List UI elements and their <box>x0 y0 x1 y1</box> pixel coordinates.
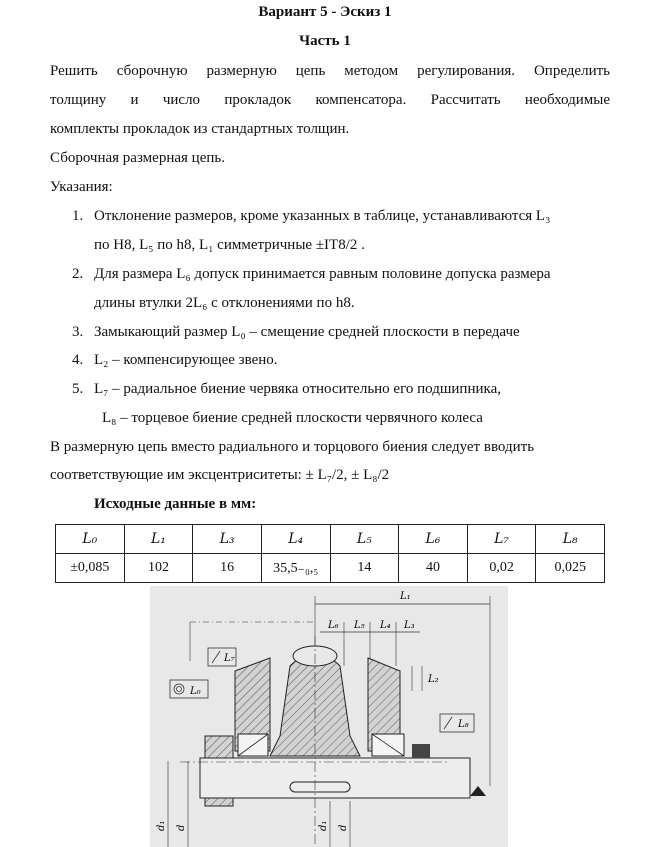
table-header-cell: L₆ <box>399 525 468 554</box>
table-header-cell: L₅ <box>330 525 399 554</box>
drawing-label-l1: L₁ <box>400 591 411 602</box>
table-row <box>56 554 605 583</box>
instruction-5-line-1: L₇ – радиальное биение червяка относительно его подшипника, <box>94 381 501 397</box>
table-header-cell: L₈ <box>536 525 605 554</box>
drawing-label-l7: L₇ <box>224 653 235 664</box>
drawing-label-l4: L₄ <box>380 620 391 631</box>
instruction-2-line-2: длины втулки 2L₆ с отклонениями по h8. <box>94 295 355 311</box>
drawing-label-d: d <box>338 824 349 831</box>
eccentric-line-2: соответствующие им эксцентриситеты: ± L₇/2, ± L₈/2 <box>50 467 390 483</box>
assembly-drawing <box>150 586 508 847</box>
table-header-cell: L₀ <box>56 525 125 554</box>
source-data-table <box>55 524 605 583</box>
drawing-label-d: d <box>176 824 187 831</box>
table-cell: 0,025 <box>536 554 605 583</box>
table-cell: 14 <box>330 554 399 583</box>
eccentric-line-1: В размерную цепь вместо радиального и торцового биения следует вводить <box>50 439 535 455</box>
table-cell: 35,5₋₀,₅ <box>261 554 330 583</box>
drawing-label-d1: d₁ <box>156 820 167 831</box>
task-line-3: комплекты прокладок из стандартных толщин. <box>50 121 350 137</box>
table-cell: 0,02 <box>467 554 536 583</box>
table-header-row <box>56 525 605 554</box>
instruction-number: 1. <box>72 208 84 224</box>
document-title: Вариант 5 - Эскиз 1 <box>258 4 392 20</box>
table-header-cell: L₄ <box>261 525 330 554</box>
instruction-4-line-1: L₂ – компенсирующее звено. <box>94 352 278 368</box>
drawing-label-l2: L₂ <box>428 674 439 685</box>
instruction-1-line-2: по H8, L₅ по h8, L₁ симметричные ±IT8/2 . <box>94 237 365 253</box>
instruction-number: 5. <box>72 381 84 397</box>
instruction-2-line-1: Для размера L₆ допуск принимается равным половине допуска размера <box>94 266 551 282</box>
drawing-label-l6: L₆ <box>328 620 339 631</box>
table-cell: ±0,085 <box>56 554 125 583</box>
instruction-1-line-1: Отклонение размеров, кроме указанных в таблице, устанавливаются L₃ <box>94 208 551 224</box>
instruction-3-line-1: Замыкающий размер L₀ – смещение средней плоскости в передаче <box>94 324 520 340</box>
table-header-cell: L₇ <box>467 525 536 554</box>
instruction-number: 2. <box>72 266 84 282</box>
drawing-label-l8: L₈ <box>458 719 469 730</box>
instruction-number: 4. <box>72 352 84 368</box>
instruction-number: 3. <box>72 324 84 340</box>
task-line-2: толщину и число прокладок компенсатора. Рассчитать необходимые <box>50 92 610 108</box>
document-subtitle: Часть 1 <box>299 33 351 49</box>
instructions-label: Указания: <box>50 179 113 195</box>
instruction-5-line-2: L₈ – торцевое биение средней плоскости червячного колеса <box>102 410 483 426</box>
drawing-label-d1: d₁ <box>318 820 329 831</box>
task-line-1: Решить сборочную размерную цепь методом регулирования. Определить <box>50 63 610 79</box>
data-caption: Исходные данные в мм: <box>94 496 257 512</box>
table-header-cell: L₁ <box>124 525 193 554</box>
table-cell: 40 <box>399 554 468 583</box>
table-cell: 16 <box>193 554 262 583</box>
table-cell: 102 <box>124 554 193 583</box>
drawing-label-l0: L₀ <box>190 686 201 697</box>
chain-label: Сборочная размерная цепь. <box>50 150 225 166</box>
drawing-label-l3: L₃ <box>404 620 415 631</box>
table-header-cell: L₃ <box>193 525 262 554</box>
drawing-label-l5: L₅ <box>354 620 365 631</box>
